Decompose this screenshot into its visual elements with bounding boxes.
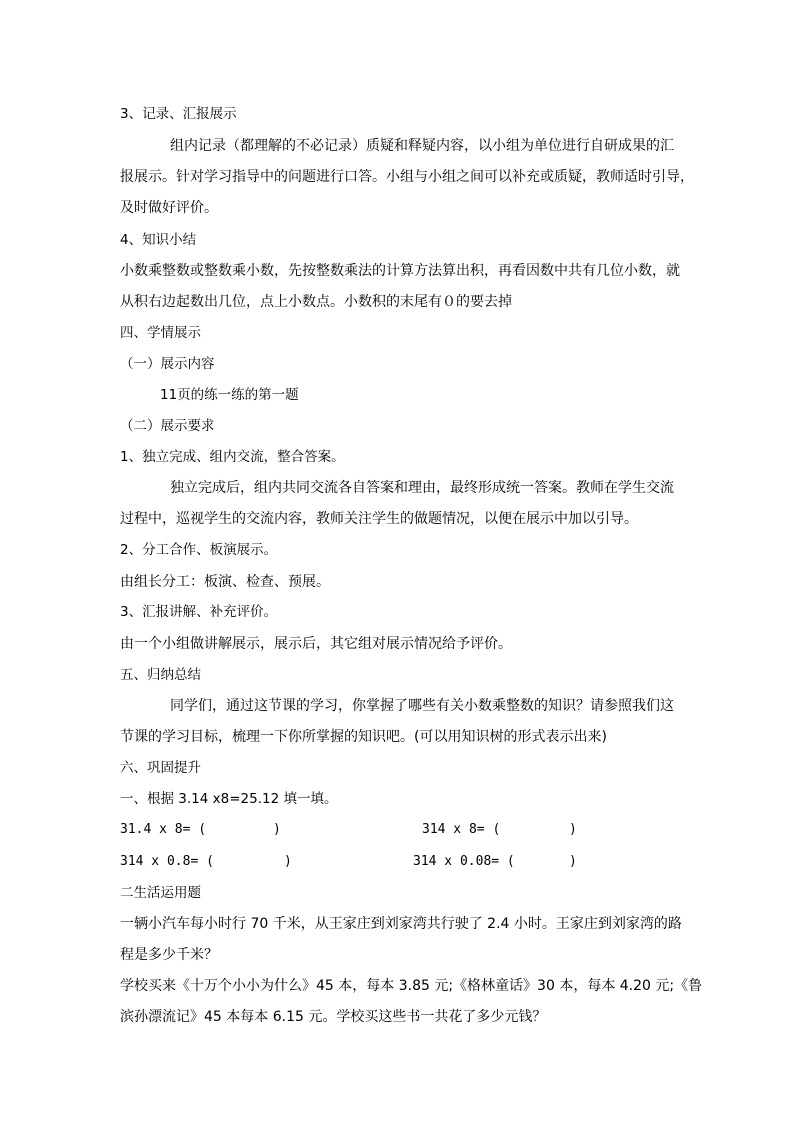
calc-blank-close-3: ) [284, 854, 292, 869]
section-4-paragraph-line: 小数乘整数或整数乘小数，先按整数乘法的计算方法算出积，再看因数中共有几位小数，就 [120, 263, 680, 279]
requirement-2-text: 由组长分工：板演、检查、预展。 [120, 574, 330, 590]
section-3-heading: 3、记录、汇报展示 [120, 106, 237, 122]
exercise-2-heading: 二生活运用题 [120, 885, 201, 901]
exercise-2-question-1-line: 程是多少千米？ [120, 947, 218, 963]
calc-blank-close-2: ) [569, 822, 577, 837]
part-4-sub-heading-2: （二）展示要求 [120, 418, 215, 434]
requirement-1-heading: 1、独立完成、组内交流，整合答案。 [120, 449, 345, 465]
calc-blank-close-4: ) [569, 854, 577, 869]
section-4-heading: 4、知识小结 [120, 232, 197, 248]
exercise-2-question-2-line: 滨孙漂流记》45 本每本 6.15 元。学校买这些书一共花了多少元钱？ [120, 1009, 547, 1025]
calc-expression-2: 314 x 8= ( [422, 822, 501, 837]
part-4-sub-heading-1: （一）展示内容 [120, 356, 215, 372]
part-5-paragraph-line: 节课的学习目标，梳理一下你所掌握的知识吧。(可以用知识树的形式表示出来) [120, 729, 607, 745]
calc-blank-close-1: ) [273, 822, 281, 837]
part-5-paragraph-line: 同学们，通过这节课的学习，你掌握了哪些有关小数乘整数的知识？请参照我们这 [170, 698, 674, 714]
section-3-paragraph-line: 及时做好评价。 [120, 200, 218, 216]
calc-expression-1: 31.4 x 8= ( [120, 822, 207, 837]
requirement-2-heading: 2、分工合作、板演展示。 [120, 542, 278, 558]
exercise-2-question-1-line: 一辆小汽车每小时行 70 千米，从王家庄到刘家湾共行驶了 2.4 小时。王家庄到刘家湾的路 [120, 916, 682, 932]
part-6-heading: 六、巩固提升 [120, 760, 201, 776]
requirement-1-paragraph-line: 过程中，巡视学生的交流内容，教师关注学生的做题情况，以便在展示中加以引导。 [120, 511, 638, 527]
part-4-heading: 四、学情展示 [120, 325, 201, 341]
section-3-paragraph-line: 组内记录（都理解的不必记录）质疑和释疑内容，以小组为单位进行自研成果的汇 [170, 138, 674, 154]
requirement-3-text: 由一个小组做讲解展示，展示后，其它组对展示情况给予评价。 [120, 636, 512, 652]
requirement-1-paragraph-line: 独立完成后，组内共同交流各自答案和理由，最终形成统一答案。教师在学生交流 [170, 480, 674, 496]
section-4-paragraph-line: 从积右边起数出几位，点上小数点。小数积的末尾有０的要去掉 [120, 294, 512, 310]
part-4-sub-1-text: 11页的练一练的第一题 [160, 387, 299, 403]
part-5-heading: 五、归纳总结 [120, 667, 201, 683]
exercise-2-question-2-line: 学校买来《十万个小小为什么》45 本，每本 3.85 元;《格林童话》30 本，每本 4.20 元;《鲁 [120, 978, 703, 994]
requirement-3-heading: 3、汇报讲解、补充评价。 [120, 604, 278, 620]
calc-expression-3: 314 x 0.8= ( [120, 854, 214, 869]
section-3-paragraph-line: 报展示。针对学习指导中的问题进行口答。小组与小组之间可以补充或质疑，教师适时引导， [120, 169, 694, 185]
calc-expression-4: 314 x 0.08= ( [413, 854, 515, 869]
exercise-1-heading: 一、根据 3.14 x8=25.12 填一填。 [120, 791, 338, 807]
